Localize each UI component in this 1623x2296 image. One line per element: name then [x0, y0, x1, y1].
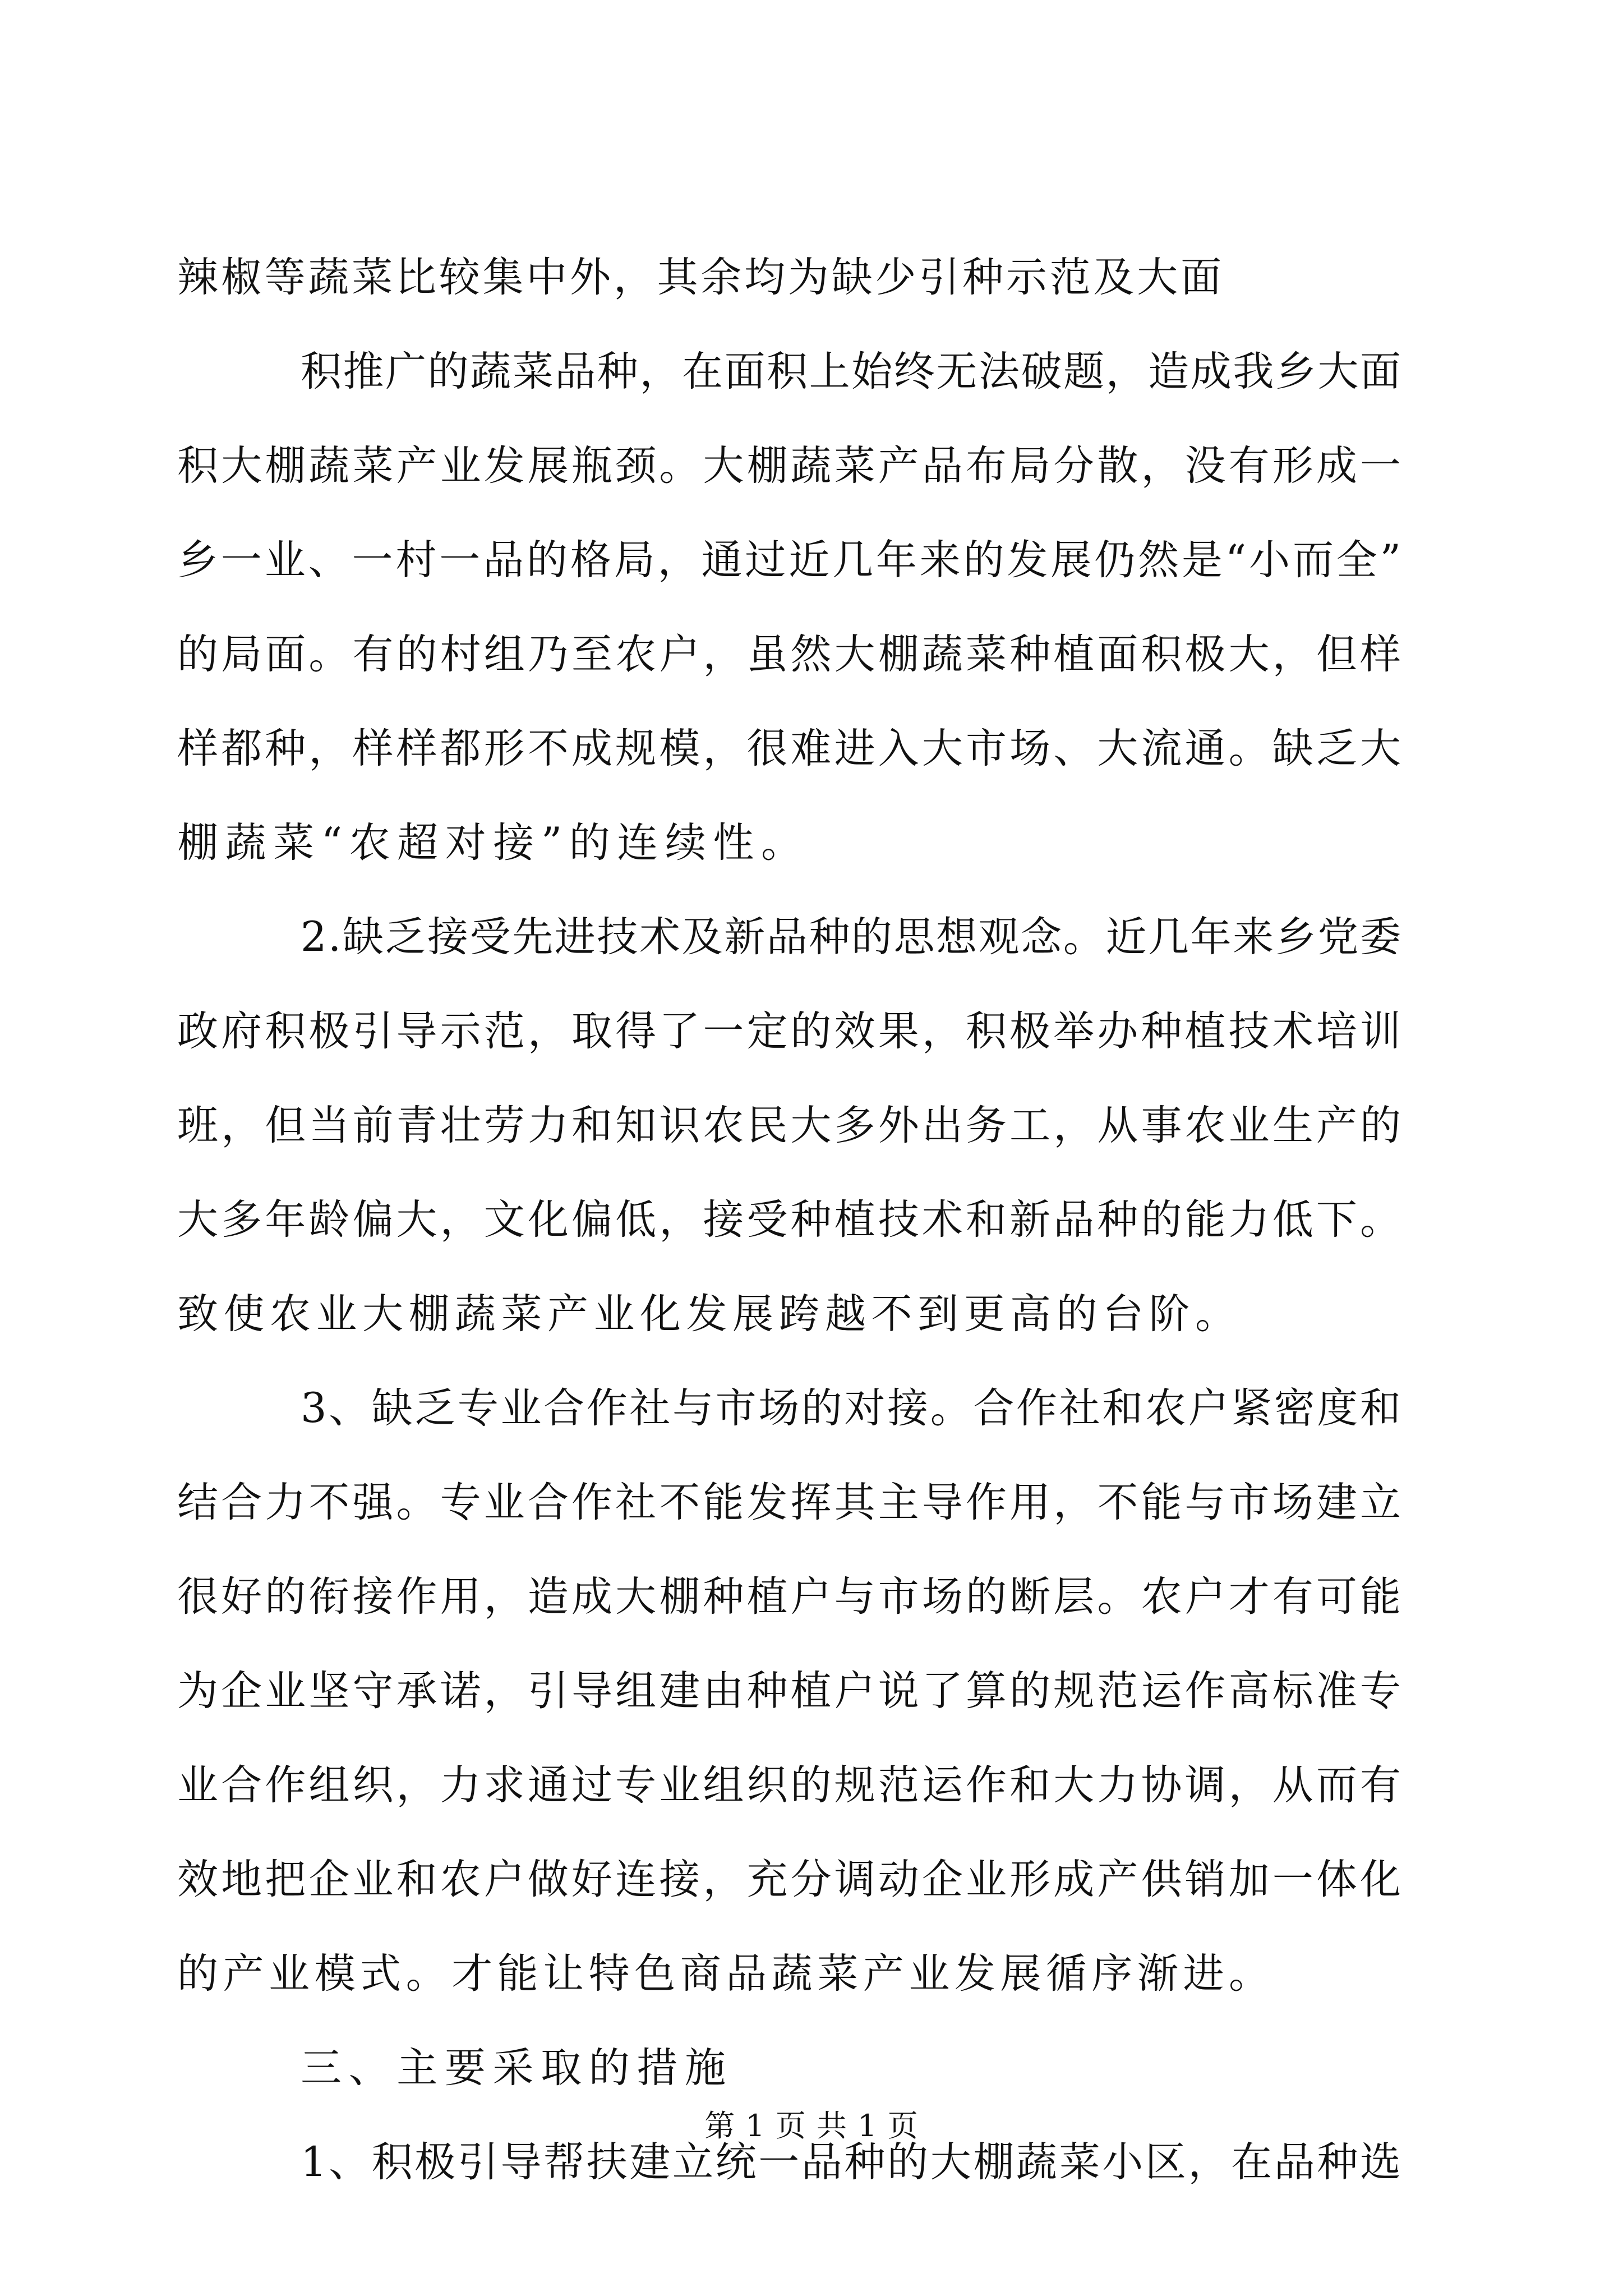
- paragraph-line-text: 为企业坚守承诺，引导组建由种植户说了算的规范运作高标准专: [177, 1667, 1404, 1715]
- paragraph-line-text: 三、主要采取的措施: [301, 2044, 733, 2092]
- paragraph-line: [0, 1369, 1623, 1448]
- page-footer: 第 1 页 共 1 页: [704, 2108, 919, 2143]
- paragraph-line: [0, 1652, 1623, 1731]
- paragraph-line: [0, 521, 1623, 600]
- paragraph-line: [0, 1558, 1623, 1636]
- paragraph-line-text: 积推广的蔬菜品种，在面积上始终无法破题，造成我乡大面: [301, 348, 1403, 395]
- paragraph-line: [0, 1746, 1623, 1825]
- paragraph-line-text: 样都种，样样都形不成规模，很难进入大市场、大流通。缺乏大: [177, 725, 1404, 772]
- paragraph-line: [0, 2029, 1623, 2108]
- paragraph-line: [0, 1181, 1623, 1259]
- paragraph-line: [0, 710, 1623, 788]
- paragraph-line-text: 结合力不强。专业合作社不能发挥其主导作用，不能与市场建立: [177, 1479, 1404, 1526]
- paragraph-line-text: 2.缺乏接受先进技术及新品种的思想观念。近几年来乡党委: [301, 913, 1403, 961]
- paragraph-line-text: 的产业模式。才能让特色商品蔬菜产业发展循序渐进。: [177, 1950, 1275, 1998]
- paragraph-line: [0, 427, 1623, 505]
- paragraph-line-text: 1、积极引导帮扶建立统一品种的大棚蔬菜小区，在品种选: [301, 2138, 1403, 2186]
- paragraph-line-text: 3、缺乏专业合作社与市场的对接。合作社和农户紧密度和: [301, 1384, 1403, 1432]
- paragraph-line-text: 班，但当前青壮劳力和知识农民大多外出务工，从事农业生产的: [177, 1102, 1404, 1149]
- paragraph-line: [0, 1935, 1623, 2013]
- paragraph-line: [0, 1275, 1623, 1354]
- paragraph-line: [0, 804, 1623, 882]
- paragraph-line-text: 业合作组织，力求通过专业组织的规范运作和大力协调，从而有: [177, 1761, 1404, 1809]
- paragraph-line: [0, 1464, 1623, 1542]
- paragraph-line: [0, 992, 1623, 1071]
- paragraph-line-text: 大多年龄偏大，文化偏低，接受种植技术和新品种的能力低下。: [177, 1196, 1404, 1244]
- paragraph-line: [0, 238, 1623, 317]
- paragraph-line-text: 积大棚蔬菜产业发展瓶颈。大棚蔬菜产品布局分散，没有形成一: [177, 442, 1404, 490]
- paragraph-line: [0, 1841, 1623, 1919]
- paragraph-line-text: 政府积极引导示范，取得了一定的效果，积极举办种植技术培训: [177, 1007, 1404, 1055]
- paragraph-line: [0, 1087, 1623, 1165]
- paragraph-line-text: 很好的衔接作用，造成大棚种植户与市场的断层。农户才有可能: [177, 1573, 1404, 1621]
- paragraph-line-text: 乡一业、一村一品的格局，通过近几年来的发展仍然是“小而全”: [177, 536, 1404, 584]
- paragraph-line: [0, 898, 1623, 977]
- paragraph-line-text: 致使农业大棚蔬菜产业化发展跨越不到更高的台阶。: [177, 1290, 1242, 1338]
- paragraph-line-text: 棚蔬菜“农超对接”的连续性。: [177, 819, 809, 867]
- paragraph-line: [0, 615, 1623, 694]
- paragraph-line-text: 的局面。有的村组乃至农户，虽然大棚蔬菜种植面积极大，但样: [177, 631, 1404, 678]
- paragraph-line: [0, 333, 1623, 411]
- paragraph-line-text: 效地把企业和农户做好连接，充分调动企业形成产供销加一体化: [177, 1856, 1404, 1903]
- paragraph-line-text: 辣椒等蔬菜比较集中外，其余均为缺少引种示范及大面: [177, 254, 1224, 301]
